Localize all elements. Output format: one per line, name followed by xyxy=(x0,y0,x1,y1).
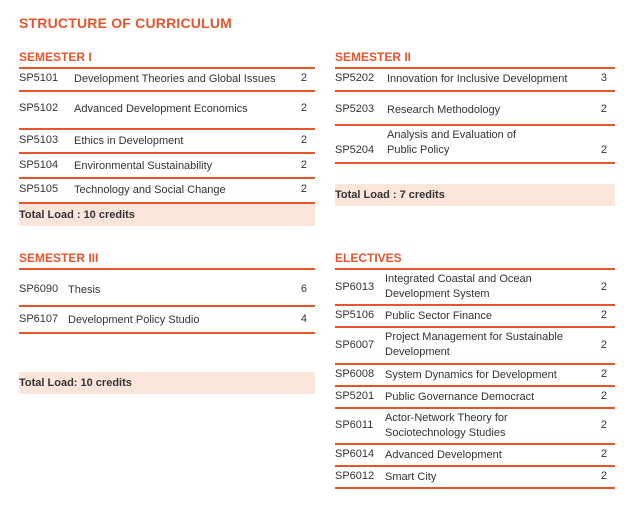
course-credits: 2 xyxy=(300,102,307,114)
semester-1-heading: SEMESTER I xyxy=(19,50,315,69)
course-name: Research Methodology xyxy=(387,104,501,116)
course-credits: 2 xyxy=(600,368,607,380)
course-credits: 4 xyxy=(300,313,307,325)
course-name: Analysis and Evaluation of Public Policy xyxy=(387,129,517,156)
course-code: SP5201 xyxy=(335,390,375,402)
semester-3-heading: SEMESTER III xyxy=(19,251,315,270)
course-credits: 2 xyxy=(600,470,607,482)
course-code: SP5104 xyxy=(19,159,59,171)
course-code: SP6008 xyxy=(335,368,375,380)
course-row xyxy=(335,126,615,164)
course-row xyxy=(335,445,615,467)
course-credits: 2 xyxy=(600,448,607,460)
course-row xyxy=(19,92,315,130)
course-row xyxy=(19,179,315,204)
course-credits: 2 xyxy=(600,281,607,293)
semester-2-panel xyxy=(335,50,615,206)
course-row xyxy=(335,69,615,92)
course-credits: 3 xyxy=(600,72,607,84)
course-code: SP5204 xyxy=(335,144,375,156)
course-name: Advanced Development Economics xyxy=(74,103,248,115)
course-credits: 2 xyxy=(600,144,607,156)
course-row xyxy=(19,130,315,154)
course-name: Environmental Sustainability xyxy=(74,160,213,172)
course-credits: 2 xyxy=(600,419,607,431)
course-row xyxy=(19,307,315,334)
course-credits: 2 xyxy=(300,72,307,84)
course-name: Thesis xyxy=(68,284,101,296)
course-name: Innovation for Inclusive Development xyxy=(387,73,568,85)
course-code: SP5103 xyxy=(19,134,59,146)
course-row xyxy=(335,467,615,489)
course-name: Public Sector Finance xyxy=(385,310,492,322)
electives-heading: ELECTIVES xyxy=(335,251,615,270)
course-name: Development Theories and Global Issues xyxy=(74,73,276,85)
course-code: SP5106 xyxy=(335,309,375,321)
course-name: Ethics in Development xyxy=(74,135,184,147)
page-title: STRUCTURE OF CURRICULUM xyxy=(19,15,233,31)
course-credits: 2 xyxy=(600,390,607,402)
course-code: SP5105 xyxy=(19,183,59,195)
electives-panel xyxy=(335,251,615,489)
course-code: SP6014 xyxy=(335,448,375,460)
course-name: System Dynamics for Development xyxy=(385,369,557,381)
course-row xyxy=(335,328,615,365)
course-code: SP5202 xyxy=(335,72,375,84)
course-code: SP6107 xyxy=(19,313,59,325)
semester-2-heading: SEMESTER II xyxy=(335,50,615,69)
course-row xyxy=(335,365,615,387)
semester-3-panel xyxy=(19,251,315,394)
course-row xyxy=(335,409,615,445)
course-code: SP5102 xyxy=(19,102,59,114)
course-name: Smart City xyxy=(385,471,437,483)
course-name: Actor-Network Theory for Sociotechnology Studies xyxy=(385,412,508,439)
course-credits: 2 xyxy=(600,103,607,115)
course-name: Integrated Coastal and Ocean Development System xyxy=(385,273,532,300)
course-code: SP5203 xyxy=(335,103,375,115)
semester-3-total: Total Load: 10 credits xyxy=(19,372,315,394)
course-code: SP6012 xyxy=(335,470,375,482)
course-name: Technology and Social Change xyxy=(74,184,226,196)
course-code: SP6090 xyxy=(19,283,59,295)
course-credits: 2 xyxy=(300,159,307,171)
course-credits: 6 xyxy=(300,283,307,295)
course-row xyxy=(19,270,315,307)
course-code: SP6013 xyxy=(335,281,375,293)
course-row xyxy=(335,92,615,126)
course-name: Project Management for Sustainable Development xyxy=(385,331,563,358)
course-row xyxy=(335,306,615,328)
semester-2-total: Total Load : 7 credits xyxy=(335,184,615,206)
course-row xyxy=(335,270,615,306)
course-code: SP6011 xyxy=(335,419,374,431)
semester-1-panel xyxy=(19,50,315,226)
course-row xyxy=(335,387,615,409)
course-name: Public Governance Democract xyxy=(385,391,535,403)
course-row xyxy=(19,69,315,92)
course-name: Advanced Development xyxy=(385,449,502,461)
course-name: Development Policy Studio xyxy=(68,314,200,326)
course-credits: 2 xyxy=(300,183,307,195)
course-code: SP5101 xyxy=(19,72,59,84)
course-credits: 2 xyxy=(600,309,607,321)
course-row xyxy=(19,154,315,179)
course-credits: 2 xyxy=(600,339,607,351)
semester-1-total: Total Load : 10 credits xyxy=(19,204,315,226)
course-code: SP6007 xyxy=(335,339,375,351)
course-credits: 2 xyxy=(300,134,307,146)
